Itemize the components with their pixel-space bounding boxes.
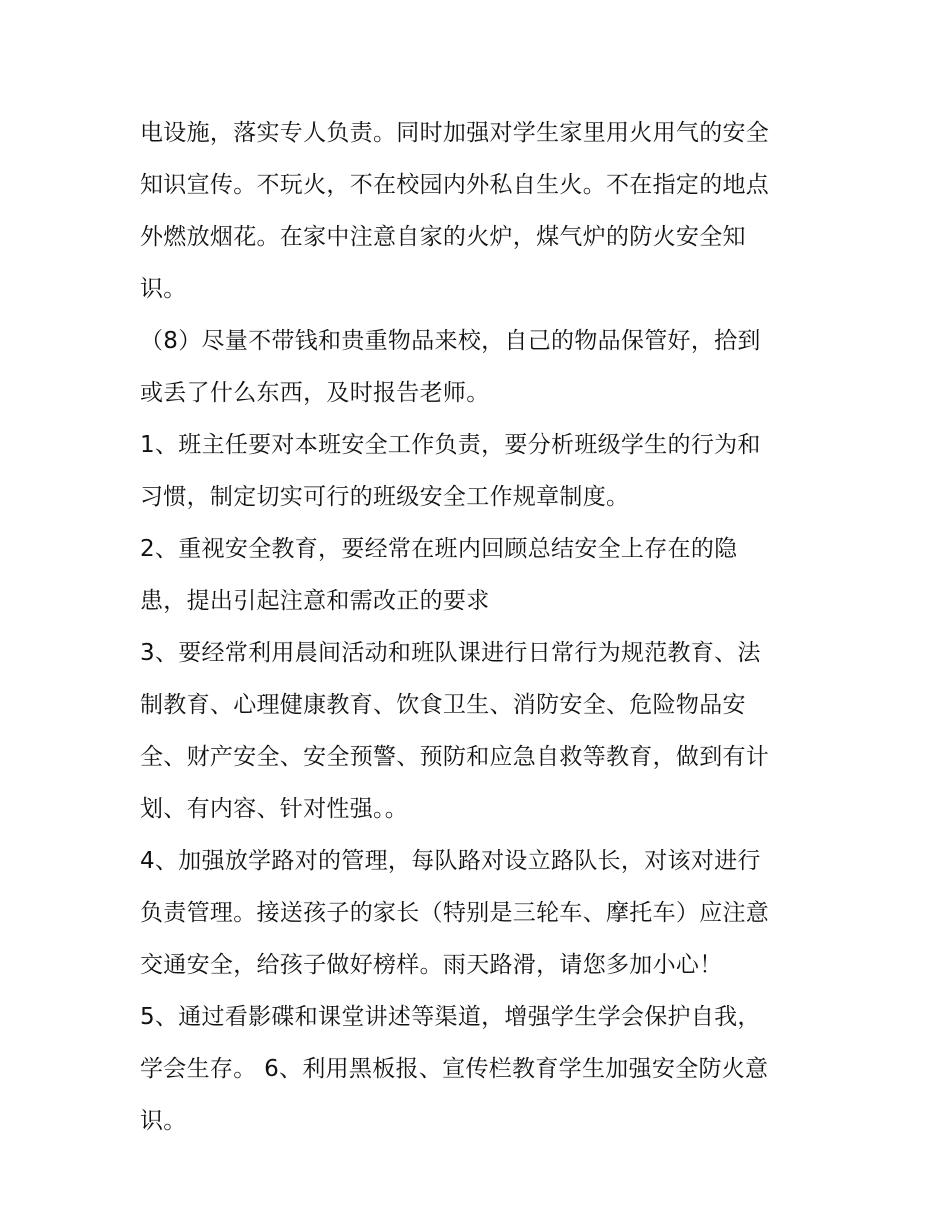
text-line: 3、要经常利用晨间活动和班队课进行日常行为规范教育、法 [140, 640, 761, 666]
text-line: 识。 [140, 276, 187, 302]
text-line: 知识宣传。不玩火，不在校园内外私自生火。不在指定的地点 [140, 172, 770, 198]
text-line: 5、通过看影碟和课堂讲述等渠道，增强学生学会保护自我， [140, 1004, 761, 1030]
text-line: 学会生存。 6、利用黑板报、宣传栏教育学生加强安全防火意 [140, 1056, 769, 1082]
text-line: 4、加强放学路对的管理，每队路对设立路队长，对该对进行 [140, 848, 761, 874]
text-line: 识。 [140, 1108, 187, 1134]
text-line: 交通安全，给孩子做好榜样。雨天路滑，请您多加小心！ [140, 952, 723, 978]
text-line: （8）尽量不带钱和贵重物品来校，自己的物品保管好，拾到 [140, 328, 761, 354]
text-line: 2、重视安全教育，要经常在班内回顾总结安全上存在的隐 [140, 536, 738, 562]
text-line: 电设施，落实专人负责。同时加强对学生家里用火用气的安全 [140, 120, 770, 146]
text-line: 外燃放烟花。在家中注意自家的火炉，煤气炉的防火安全知 [140, 224, 746, 250]
text-line: 1、班主任要对本班安全工作负责，要分析班级学生的行为和 [140, 432, 761, 458]
text-line: 习惯，制定切实可行的班级安全工作规章制度。 [140, 484, 630, 510]
text-line: 患，提出引起注意和需改正的要求 [140, 588, 490, 614]
text-line: 划、有内容、针对性强。。 [140, 796, 409, 822]
document-body [140, 107, 820, 1147]
text-line: 制教育、心理健康教育、饮食卫生、消防安全、危险物品安 [140, 692, 746, 718]
text-line: 全、财产安全、安全预警、预防和应急自救等教育，做到有计 [140, 744, 770, 770]
text-line: 或丢了什么东西，及时报告老师。 [140, 380, 490, 406]
text-line: 负责管理。接送孩子的家长（特别是三轮车、摩托车）应注意 [140, 900, 770, 926]
